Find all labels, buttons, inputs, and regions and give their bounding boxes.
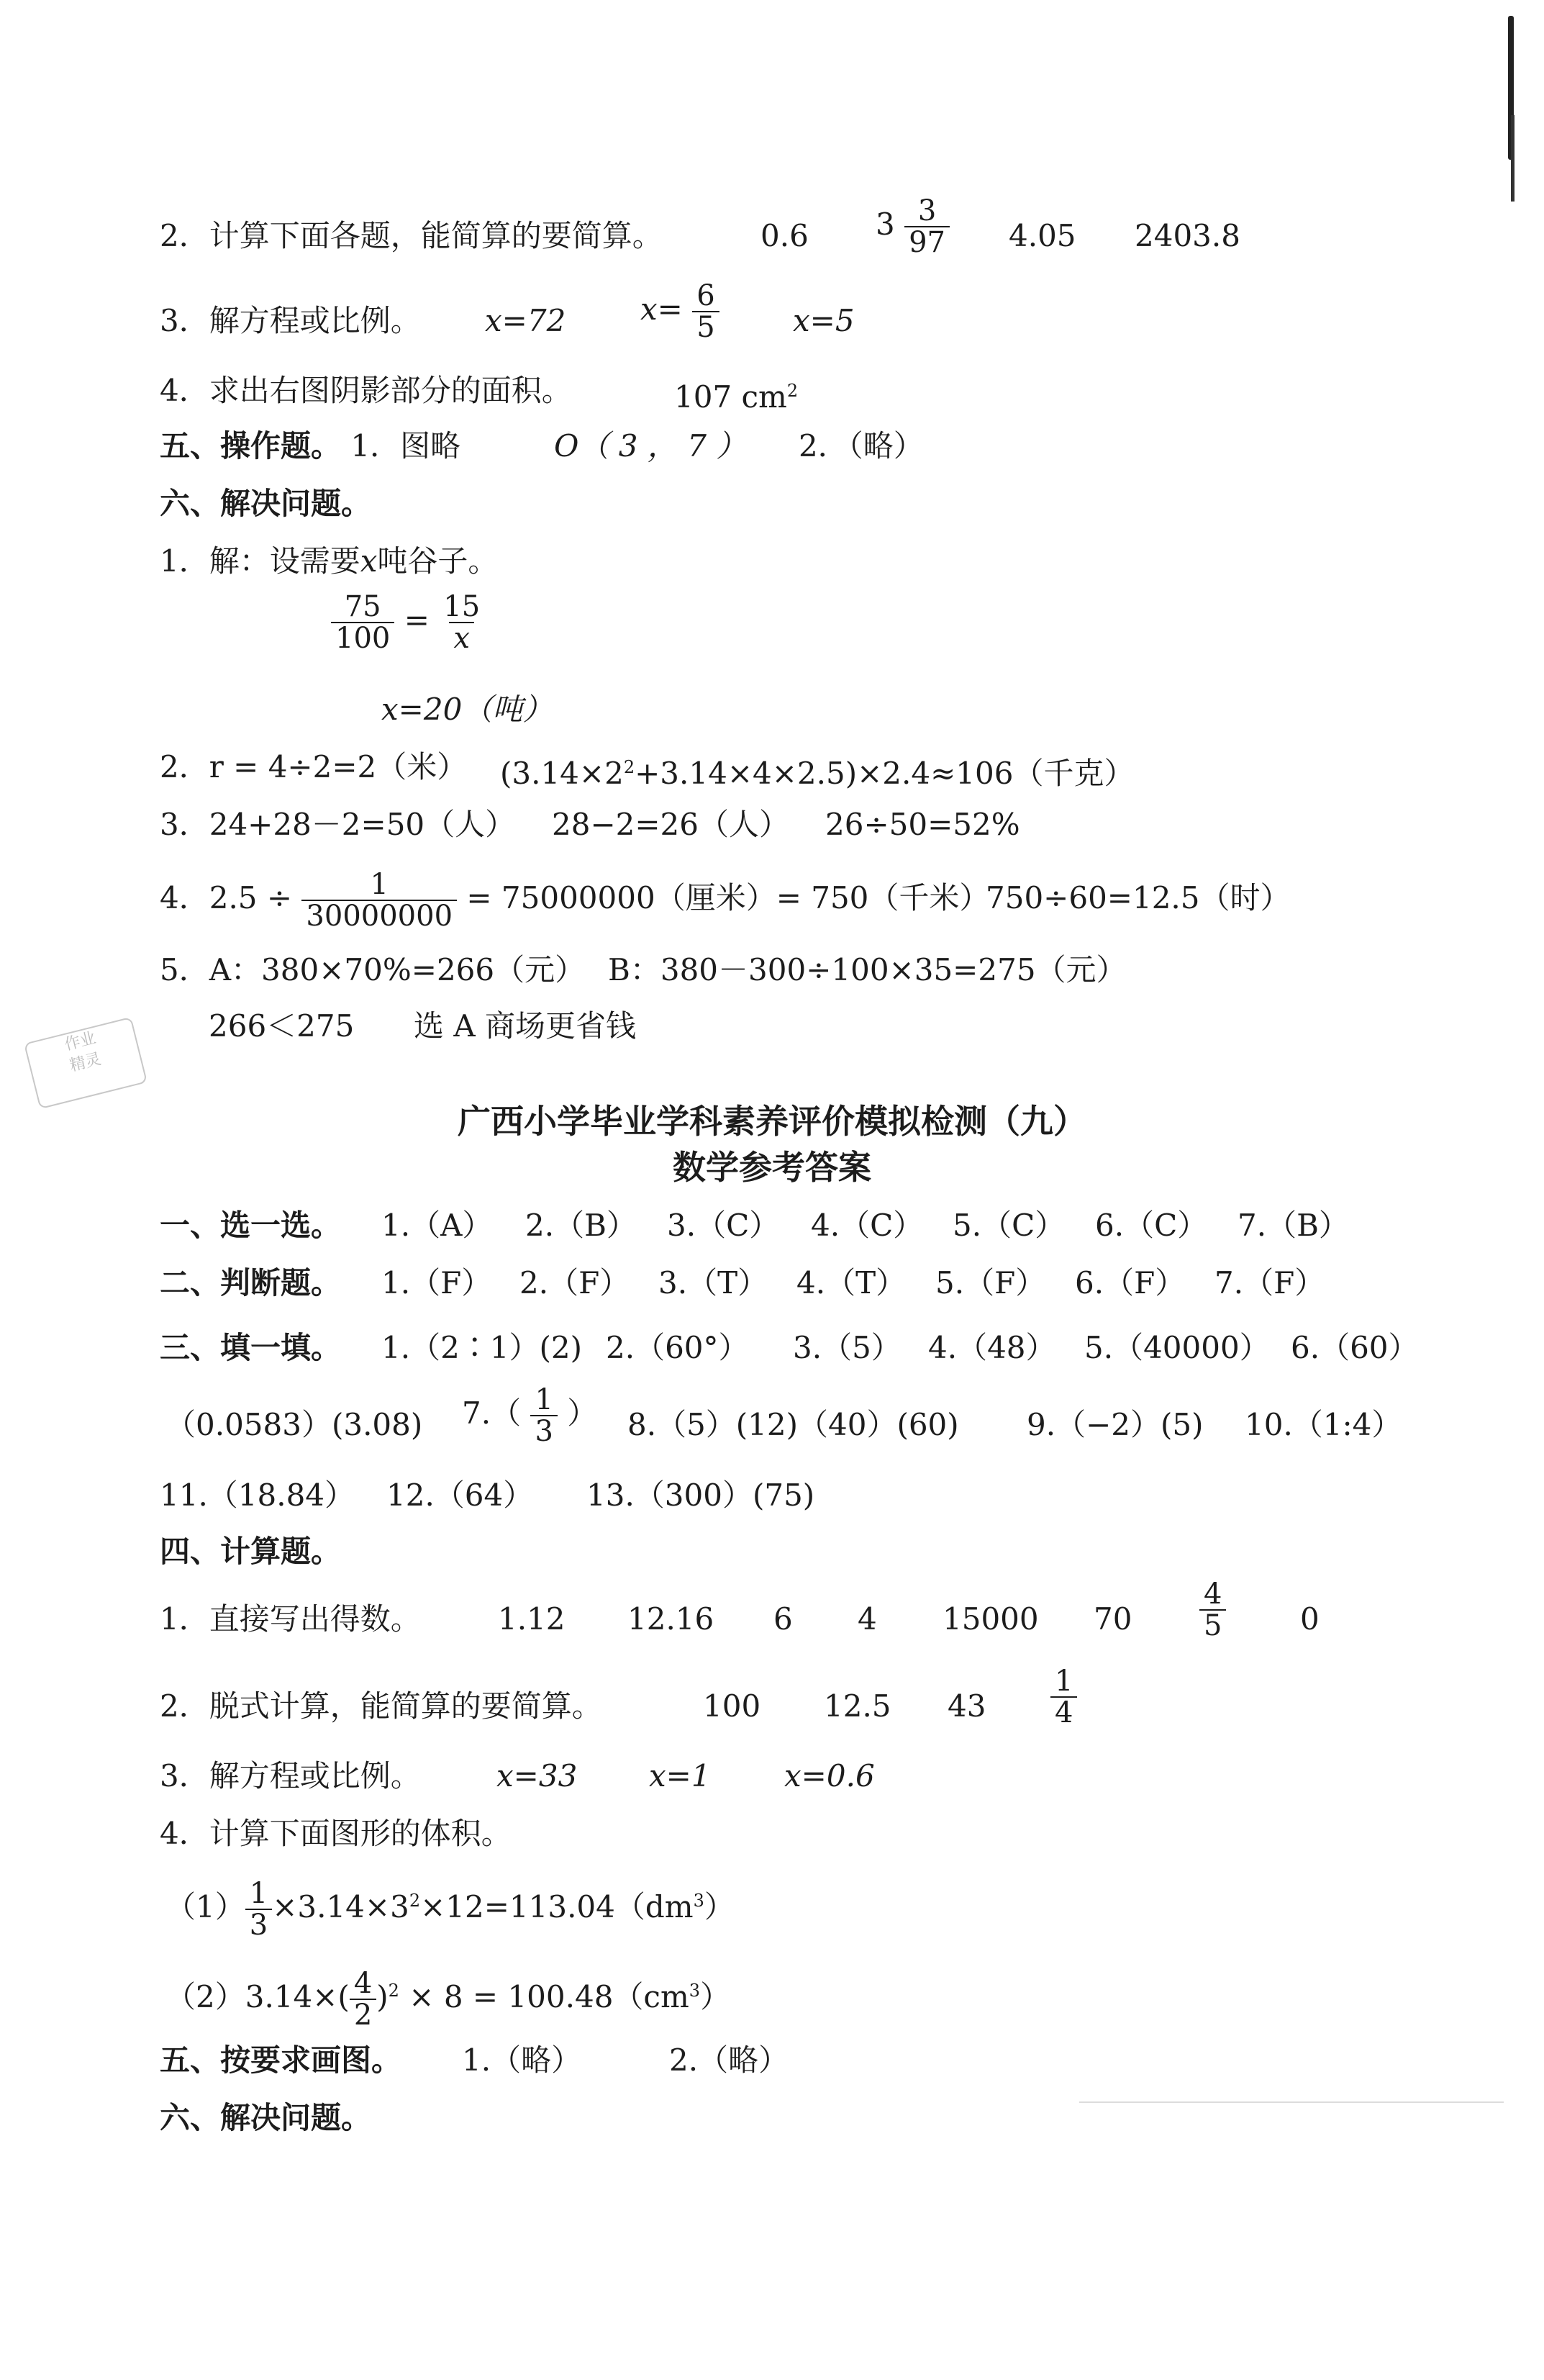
- mixed-fraction: [876, 196, 950, 258]
- choice-answer: 5.（C）: [953, 1208, 1066, 1243]
- numerator: 1: [370, 868, 389, 901]
- step-calc-line: [160, 1665, 1073, 1729]
- judge-answer: 2.（F）: [519, 1265, 630, 1300]
- numerator: 75: [344, 590, 381, 623]
- numerator: 6: [696, 279, 715, 312]
- calc-line: [160, 194, 1240, 259]
- judge-answer: 3.（T）: [658, 1265, 768, 1300]
- stamp-text: 作业: [63, 1028, 98, 1054]
- expr-part: ×12=113.04（dm: [420, 1889, 694, 1924]
- equation-line: [160, 279, 855, 344]
- faint-rule: [1079, 2101, 1504, 2103]
- expr-part: +3.14×4×2.5)×2.4≈106（千克）: [635, 756, 1135, 791]
- answer-value: 43: [948, 1688, 986, 1724]
- fill-answer: 8.（5）(12)（40）(60): [627, 1407, 959, 1442]
- fraction: [350, 1968, 376, 2030]
- calc-label: 1．直接写出得数。: [160, 1601, 421, 1637]
- fill-answer: 6.（60）: [1291, 1330, 1419, 1365]
- superscript: 2: [409, 1891, 421, 1911]
- answer-value: x=1: [649, 1758, 711, 1793]
- equation-label: 3．解方程或比例。: [160, 303, 421, 338]
- judge-answer: 5.（F）: [935, 1265, 1046, 1300]
- fill-answer: 12.（64）: [386, 1478, 534, 1513]
- answer-value: 4: [858, 1601, 877, 1637]
- section-heading: 五、按要求画图。: [160, 2042, 402, 2078]
- answer-value: x=5: [793, 303, 855, 338]
- calc-label: 2．计算下面各题，能简算的要简算。: [160, 218, 663, 253]
- fraction: [301, 869, 457, 931]
- expr-part: ）: [700, 1979, 731, 2014]
- fraction: [1050, 1666, 1077, 1728]
- choice-answer: 2.（B）: [525, 1208, 637, 1243]
- judge-answer: 6.（F）: [1075, 1265, 1186, 1300]
- draw-answer: 2.（略）: [669, 2042, 789, 2078]
- numerator: 1: [535, 1383, 553, 1416]
- section-one-line: [160, 1205, 1349, 1246]
- answer-value: 0.6: [760, 218, 809, 253]
- area-label: 4．求出右图阴影部分的面积。: [160, 373, 572, 408]
- area-value: 107 cm: [674, 379, 787, 415]
- section-heading: 六、解决问题。: [160, 486, 372, 521]
- fraction: [439, 592, 484, 653]
- fraction: [245, 1878, 272, 1940]
- calc-label: 2．脱式计算，能简算的要简算。: [160, 1688, 602, 1724]
- superscript: 2: [623, 757, 635, 777]
- watermark-stamp: [24, 1017, 147, 1109]
- answer-value: x=72: [485, 303, 566, 338]
- whole-part: 3: [876, 207, 895, 242]
- fill-suffix: ）: [567, 1395, 598, 1431]
- problem-text: 28−2=26（人）: [552, 807, 789, 842]
- exam-title: 广西小学毕业学科素养评价模拟检测（九）: [458, 1102, 1086, 1141]
- problem-text: [500, 747, 1134, 794]
- problem-text: 吨谷子。: [377, 543, 499, 579]
- problem-text: 750÷60=12.5（时）: [986, 880, 1291, 915]
- denominator: 2: [350, 1999, 376, 2030]
- variable: x: [360, 543, 378, 579]
- problem-1-line: [160, 541, 498, 582]
- fraction: [331, 592, 394, 653]
- area-line: [160, 371, 799, 415]
- denominator: 100: [331, 622, 394, 653]
- judge-answer: 4.（T）: [796, 1265, 907, 1300]
- judge-answer: 1.（F）: [381, 1265, 492, 1300]
- denominator: 30000000: [301, 900, 457, 931]
- answer-value: 1.12: [498, 1601, 566, 1637]
- answer-value: 12.16: [627, 1601, 714, 1637]
- choice-answer: 1.（A）: [381, 1208, 493, 1243]
- problem-text: 2．r = 4÷2=2（米）: [160, 749, 468, 784]
- judge-answer: 7.（F）: [1214, 1265, 1325, 1300]
- denominator: x: [449, 622, 474, 653]
- superscript: 2: [786, 381, 799, 401]
- fraction: [530, 1385, 557, 1447]
- direct-calc-line: [160, 1578, 1320, 1642]
- numerator: 1: [1055, 1665, 1073, 1698]
- conclusion: 选 A 商场更省钱: [414, 1008, 637, 1044]
- fill-answer: [462, 1385, 597, 1447]
- denominator: 3: [530, 1415, 557, 1447]
- answer-value: 2403.8: [1135, 218, 1240, 253]
- problem-5-conclusion: [209, 1006, 637, 1046]
- fill-answer: 11.（18.84）: [160, 1478, 355, 1513]
- comparison: 266＜275: [209, 1008, 355, 1044]
- fraction-answer: [1050, 1666, 1077, 1728]
- volume-calc-1: [165, 1878, 735, 1940]
- fill-answer: 1.（2∶1）(2): [381, 1330, 583, 1365]
- numerator: 3: [917, 194, 937, 227]
- volume-label-line: 4．计算下面图形的体积。: [160, 1816, 512, 1851]
- problem-4-line: [160, 868, 1291, 933]
- equation-lhs: x=: [640, 291, 683, 327]
- fill-answer: 10.（1:4）: [1245, 1407, 1402, 1442]
- problem-3-line: [160, 805, 1020, 845]
- numerator: 1: [249, 1877, 268, 1910]
- section-heading: 四、计算题。: [160, 1534, 342, 1569]
- fill-prefix: 7.（: [462, 1395, 522, 1431]
- choice-answer: 4.（C）: [811, 1208, 924, 1243]
- answer-value: 100: [703, 1688, 761, 1724]
- answer-value: x=0.6: [784, 1758, 875, 1793]
- exam-subtitle: 数学参考答案: [673, 1148, 871, 1187]
- answer-value: 12.5: [824, 1688, 891, 1724]
- problem-1-result: x=20（吨）: [381, 692, 553, 727]
- equation-label: 3．解方程或比例。: [160, 1758, 421, 1793]
- section-two-line: [160, 1263, 1325, 1303]
- fill-answer: （0.0583）(3.08): [165, 1407, 423, 1442]
- choice-answer: 6.（C）: [1095, 1208, 1208, 1243]
- fraction: [904, 196, 950, 258]
- expr-part: （2）3.14×(: [165, 1979, 350, 2014]
- problem-text: 4．2.5 ÷: [160, 880, 293, 915]
- problem-text: 1．解：设需要: [160, 543, 360, 579]
- problem-text: B：380－300÷100×35=275（元）: [608, 952, 1127, 987]
- section-five-line: [160, 2040, 789, 2081]
- numerator: 4: [1204, 1578, 1222, 1611]
- section-heading: 一、选一选。: [160, 1208, 342, 1243]
- fraction: [1199, 1579, 1226, 1641]
- expr-part: (3.14×2: [500, 756, 624, 791]
- section-heading: 三、填一填。: [160, 1330, 342, 1365]
- answer-value: 6: [773, 1601, 793, 1637]
- denominator: 4: [1050, 1696, 1077, 1728]
- problem-text: = 75000000（厘米）= 750（千米）: [466, 880, 990, 915]
- fraction-answer: [1199, 1579, 1226, 1641]
- equals-sign: =: [404, 602, 430, 638]
- stamp-text: 精灵: [68, 1050, 104, 1075]
- numerator: 4: [353, 1967, 373, 2000]
- fill-answer: 13.（300）(75): [586, 1478, 815, 1513]
- fill-answer: 9.（−2）(5): [1027, 1407, 1204, 1442]
- draw-answer: 1.（略）: [462, 2042, 582, 2078]
- binding-mark-lower: [1511, 115, 1515, 202]
- expr-part: × 8 = 100.48（cm: [399, 1979, 689, 2014]
- fill-answer: 2.（60°）: [606, 1330, 749, 1365]
- expr-part: ）: [704, 1889, 735, 1924]
- fill-answer: 4.（48）: [928, 1330, 1056, 1365]
- fraction-answer: [640, 281, 719, 343]
- choice-answer: 3.（C）: [667, 1208, 780, 1243]
- fill-answer: 3.（5）: [793, 1330, 902, 1365]
- expr-part: ): [376, 1979, 389, 2014]
- denominator: 97: [904, 226, 950, 258]
- expr-part: ×3.14×3: [272, 1889, 409, 1924]
- problem-text: 26÷50=52%: [825, 807, 1020, 842]
- equation-line: [160, 1756, 875, 1796]
- superscript: 3: [693, 1891, 704, 1911]
- superscript: 2: [388, 1981, 399, 2001]
- problem-5-line: [160, 950, 1127, 990]
- denominator: 3: [245, 1909, 272, 1940]
- answer-value: 0: [1300, 1601, 1320, 1637]
- answer-text: 1．图略: [350, 428, 461, 463]
- coordinate: O（ 3 ， 7 ）: [554, 428, 747, 463]
- section-three-line: [160, 1328, 1419, 1368]
- answer-value: x=33: [496, 1758, 578, 1793]
- answer-value: 70: [1094, 1601, 1132, 1637]
- section-heading: 六、解决问题。: [160, 2100, 372, 2135]
- answer-value: 15000: [943, 1601, 1039, 1637]
- denominator: 5: [692, 311, 719, 343]
- section-heading: 二、判断题。: [160, 1265, 342, 1300]
- section-five-line: [160, 426, 924, 466]
- fraction: [692, 281, 719, 343]
- proportion: [331, 592, 484, 653]
- problem-text: 3．24+28－2=50（人）: [160, 807, 516, 842]
- superscript: 3: [689, 1981, 701, 2001]
- answer-value: [674, 371, 798, 417]
- problem-text: 5．A：380×70%=266（元）: [160, 952, 586, 987]
- section-heading: 五、操作题。: [160, 428, 342, 463]
- answer-text: 2．（略）: [799, 428, 924, 463]
- volume-calc-2: [165, 1968, 730, 2030]
- choice-answer: 7.（B）: [1238, 1208, 1349, 1243]
- denominator: 5: [1199, 1609, 1226, 1641]
- fill-answer: 5.（40000）: [1084, 1330, 1270, 1365]
- numerator: 15: [443, 590, 481, 623]
- answer-value: 4.05: [1009, 218, 1076, 253]
- item-number: （1）: [165, 1889, 245, 1924]
